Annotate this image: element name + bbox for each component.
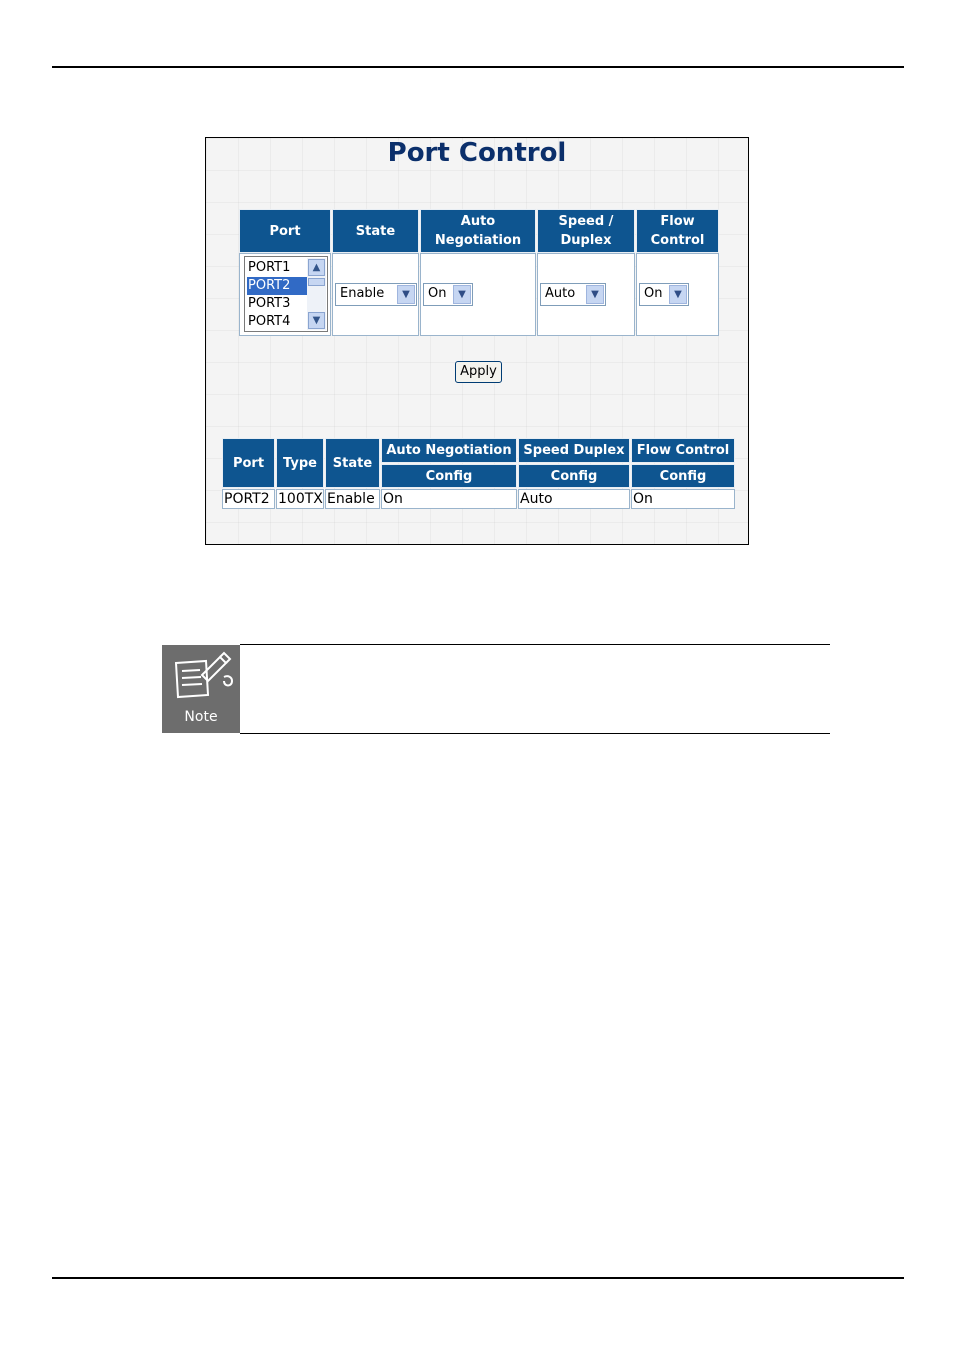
status-cell-state: Enable (325, 489, 380, 509)
col-header-auto-negotiation: Auto Negotiation (420, 209, 536, 253)
status-cell-flow-control: On (631, 489, 735, 509)
chevron-down-icon[interactable]: ▼ (453, 285, 471, 304)
chevron-down-icon[interactable]: ▼ (669, 285, 687, 304)
auto-neg-select-value: On (428, 286, 447, 301)
status-header-flow-control: Flow Control (631, 438, 735, 463)
col-header-speed-duplex: Speed / Duplex (537, 209, 635, 253)
scroll-down-icon[interactable]: ▼ (308, 312, 325, 329)
note-rule-bottom (240, 733, 830, 734)
status-subheader-config: Config (631, 464, 735, 488)
chevron-down-icon[interactable]: ▼ (397, 285, 415, 304)
chevron-down-icon[interactable]: ▼ (586, 285, 604, 304)
auto-negotiation-select[interactable] (423, 283, 473, 306)
status-header-port: Port (222, 438, 275, 488)
state-select-value: Enable (340, 286, 385, 301)
col-header-flow-control: Flow Control (636, 209, 719, 253)
col-header-state: State (332, 209, 419, 253)
footer-rule (52, 1277, 904, 1279)
apply-button[interactable]: Apply (455, 361, 502, 383)
status-cell-speed-duplex: Auto (518, 489, 630, 509)
note-rule-top (240, 644, 830, 645)
port-listbox[interactable] (244, 256, 328, 332)
status-subheader-config: Config (381, 464, 517, 488)
status-header-state: State (325, 438, 380, 488)
speed-select-value: Auto (545, 286, 576, 301)
flow-select-value: On (644, 286, 663, 301)
note-pencil-icon (162, 645, 240, 709)
status-header-auto-negotiation: Auto Negotiation (381, 438, 517, 463)
note-label: Note (184, 709, 218, 725)
col-header-port: Port (239, 209, 331, 253)
status-cell-auto-negotiation: On (381, 489, 517, 509)
scroll-up-icon[interactable]: ▲ (308, 259, 325, 276)
status-header-type: Type (276, 438, 324, 488)
port-option-port4[interactable]: PORT4 (248, 314, 291, 329)
flow-control-select[interactable] (639, 283, 689, 306)
port-option-port2[interactable]: PORT2 (247, 277, 308, 295)
state-select[interactable] (335, 283, 417, 306)
listbox-scrollbar[interactable] (307, 258, 326, 330)
status-cell-type: 100TX (278, 491, 323, 507)
panel-title: Port Control (387, 138, 567, 168)
note-box (162, 645, 240, 733)
port-option-port3[interactable]: PORT3 (248, 296, 291, 311)
speed-duplex-select[interactable] (540, 283, 606, 306)
status-header-speed-duplex: Speed Duplex (518, 438, 630, 463)
header-rule (52, 66, 904, 68)
status-cell-port: PORT2 (222, 489, 275, 509)
port-option-port1[interactable]: PORT1 (248, 260, 291, 275)
scroll-thumb[interactable] (308, 278, 325, 286)
status-subheader-config: Config (518, 464, 630, 488)
